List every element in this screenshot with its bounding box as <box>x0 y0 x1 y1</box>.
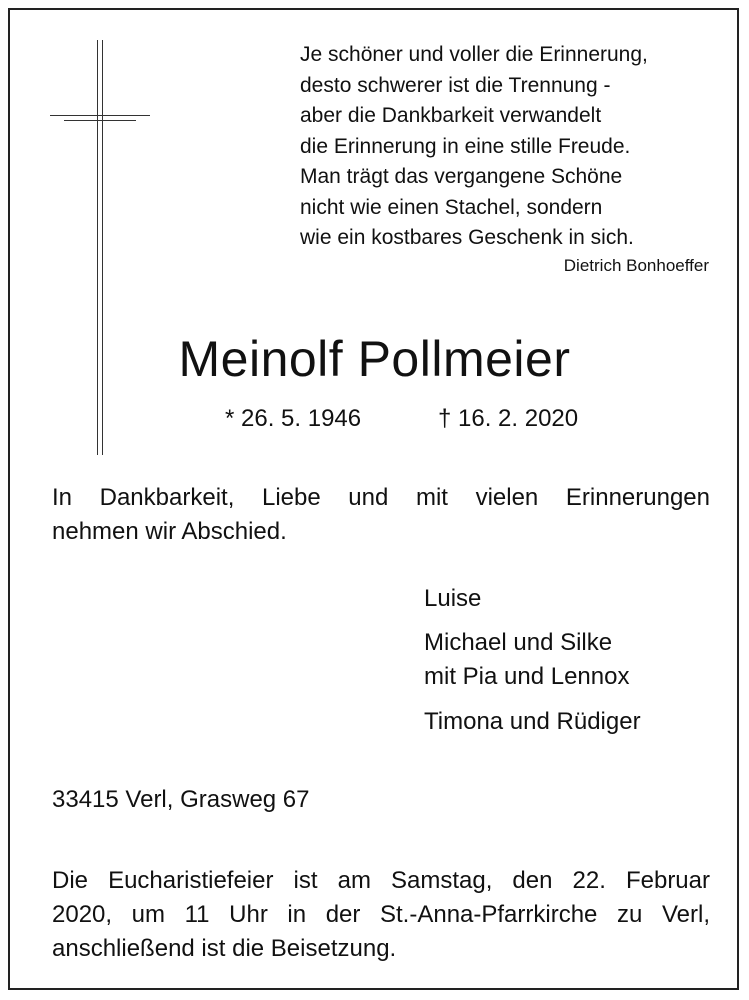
family-member: Timona und Rüdiger <box>424 708 641 735</box>
poem-line: Je schöner und voller die Erinnerung, <box>300 43 648 66</box>
poem-line: aber die Dankbarkeit verwandelt <box>300 104 602 127</box>
service-line: anschließend ist die Beisetzung. <box>52 935 397 962</box>
poem-line: desto schwerer ist die Trennung - <box>300 73 611 97</box>
death-date: † 16. 2. 2020 <box>438 405 579 432</box>
birth-date: * 26. 5. 1946 <box>225 405 362 432</box>
deceased-name: Meinolf Pollmeier <box>178 331 571 387</box>
family-group <box>424 705 641 739</box>
poem <box>300 40 720 254</box>
family-member: Michael und Silke <box>424 629 613 656</box>
farewell-line: nehmen wir Abschied. <box>52 518 287 545</box>
service-line: Die Eucharistiefeier ist am Samstag, den 22. Februar <box>52 867 710 894</box>
family-member: Luise <box>424 585 482 612</box>
poem-line: nicht wie einen Stachel, sondern <box>300 195 603 219</box>
poem-author: Dietrich Bonhoeffer <box>563 256 709 275</box>
farewell-text <box>52 481 710 549</box>
family-group <box>424 626 629 694</box>
service-line: 2020, um 11 Uhr in der St.-Anna-Pfarrkirche zu Verl, <box>52 901 710 928</box>
service-info <box>52 864 710 966</box>
family-address: 33415 Verl, Grasweg 67 <box>52 786 310 813</box>
farewell-line: In Dankbarkeit, Liebe und mit vielen Erinnerungen <box>52 484 710 511</box>
poem-line: Man trägt das vergangene Schöne <box>300 165 623 188</box>
family-group <box>424 582 481 616</box>
poem-line: wie ein kostbares Geschenk in sich. <box>300 226 634 249</box>
family-member: mit Pia und Lennox <box>424 663 630 690</box>
poem-line: die Erinnerung in eine stille Freude. <box>300 134 631 158</box>
